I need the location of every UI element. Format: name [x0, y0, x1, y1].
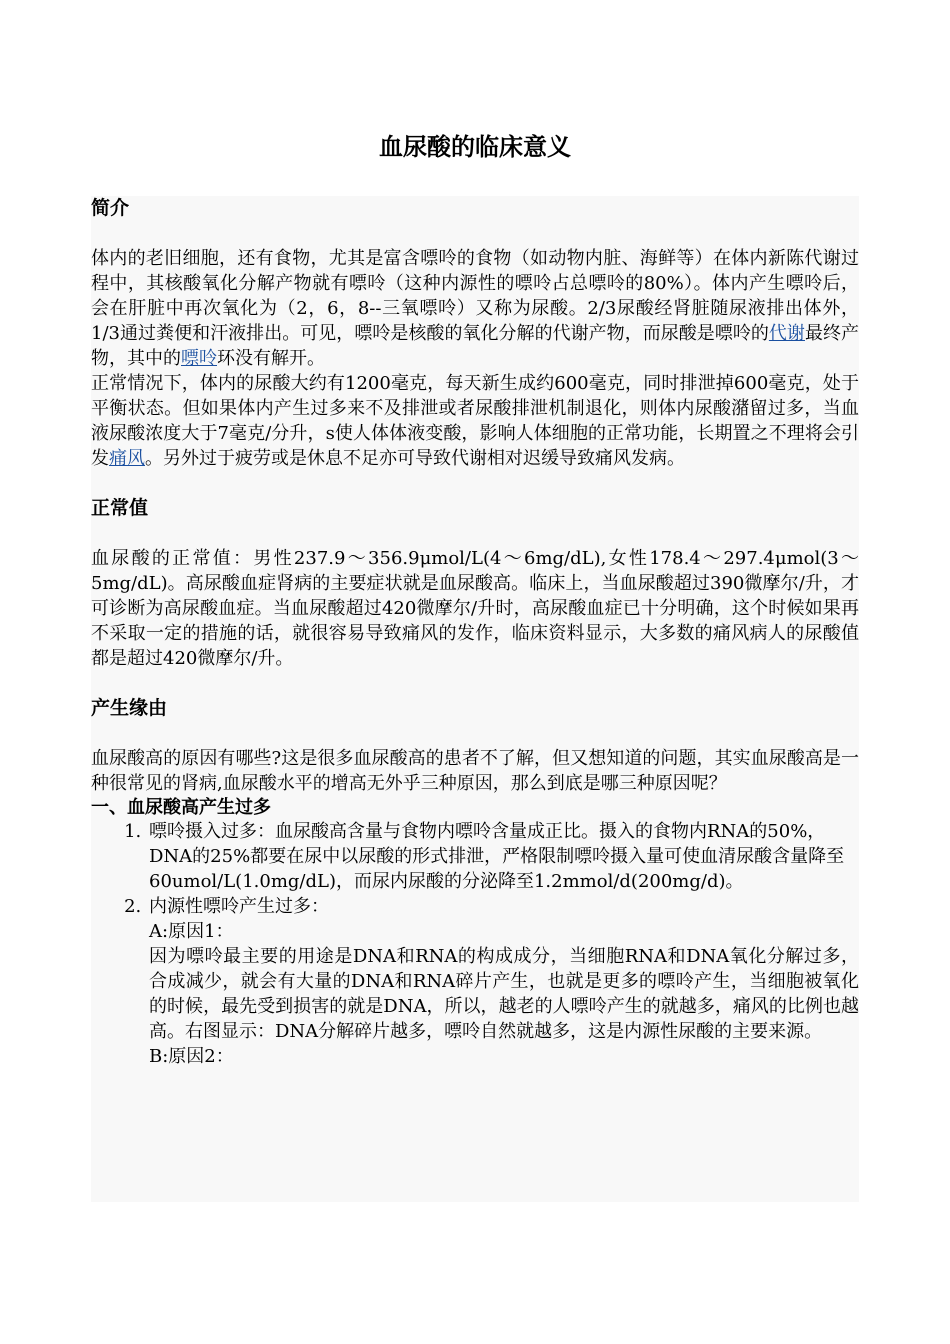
page-title: 血尿酸的临床意义 — [379, 133, 571, 161]
cause-paragraph: 血尿酸高的原因有哪些?这是很多血尿酸高的患者不了解，但又想知道的问题，其实血尿酸高是一种很常见的肾病,血尿酸水平的增高无外乎三种原因，那么到底是哪三种原因呢？ — [91, 748, 859, 794]
reason-b-label: B:原因2： — [149, 1046, 234, 1067]
intro-paragraph-2: 正常情况下，体内的尿酸大约有1200毫克，每天新生成约600毫克，同时排泄掉600毫克，处于平衡状态。但如果体内产生过多来不及排泄或者尿酸排泄机制退化，则体内尿酸潴留过多，当血液尿酸浓度大于7毫克/分升，s使人体体液变酸，影响人体细胞的正常功能，长期置之不理将会引发痛风。另外过于疲劳或是休息不足亦可导致代谢相对迟缓导致痛风发病。 — [91, 373, 859, 469]
section-heading-intro: 简介 — [91, 197, 130, 219]
reason-a-label: A:原因1： — [149, 921, 234, 942]
purine-link[interactable]: 嘌呤 — [181, 348, 217, 369]
reason-a-text: 因为嘌呤最主要的用途是DNA和RNA的构成成分，当细胞RNA和DNA氧化分解过多，合成减少，就会有大量的DNA和RNA碎片产生，也就是更多的嘌呤产生，当细胞被氧化的时候，最先受到损害的就是DNA，所以，越老的人嘌呤产生的就越多，痛风的比例也越高。右图显示：DNA分解碎片越多，嘌呤自然就越多，这是内源性尿酸的主要来源。 — [149, 946, 859, 1042]
intro-paragraph-1: 体内的老旧细胞，还有食物，尤其是富含嘌呤的食物（如动物内脏、海鲜等）在体内新陈代谢过程中，其核酸氧化分解产物就有嘌呤（这种内源性的嘌呤占总嘌呤的80%）。体内产生嘌呤后，会在肝脏中再次氧化为（2，6，8--三氧嘌呤）又称为尿酸。2/3尿酸经肾脏随尿液排出体外，1/3通过粪便和汗液排出。可见，嘌呤是核酸的氧化分解的代谢产物，而尿酸是嘌呤的代谢最终产物，其中的嘌呤环没有解开。 — [91, 248, 859, 369]
gout-link[interactable]: 痛风 — [109, 448, 145, 469]
metabolism-link[interactable]: 代谢 — [768, 323, 805, 344]
list-item: 2. 内源性嘌呤产生过多： A:原因1： 因为嘌呤最主要的用途是DNA和RNA的构成成分，当细胞RNA和DNA氧化分解过多，合成减少，就会有大量的DNA和RNA碎片产生，也就是更多的嘌呤产生，当细胞被氧化的时候，最先受到损害的就是DNA，所以，越老的人嘌呤产生的就越多，痛风的比例也越高。右图显示：DNA分解碎片越多，嘌呤自然就越多，这是内源性尿酸的主要来源。 B:原因2： — [147, 894, 859, 1069]
section-heading-normal: 正常值 — [91, 497, 149, 519]
article-body — [91, 196, 859, 1202]
list-item: 1. 嘌呤摄入过多：血尿酸高含量与食物内嘌呤含量成正比。摄入的食物内RNA的50%，DNA的25%都要在尿中以尿酸的形式排泄，严格限制嘌呤摄入量可使血清尿酸含量降至60umol/L(1.0mg/dL)，而尿内尿酸的分泌降至1.2mmol/d(200mg/d)。 — [147, 819, 859, 894]
normal-paragraph: 血尿酸的正常值：男性237.9～356.9μmol/L(4～6mg/dL),女性178.4～297.4μmol(3～5mg/dL)。高尿酸血症肾病的主要症状就是血尿酸高。临床上，当血尿酸超过390微摩尔/升，才可诊断为高尿酸血症。当血尿酸超过420微摩尔/升时，高尿酸血症已十分明确，这个时候如果再不采取一定的措施的话，就很容易导致痛风的发作，临床资料显示，大多数的痛风病人的尿酸值都是超过420微摩尔/升。 — [91, 548, 859, 669]
subheading-excess-production: 一、血尿酸高产生过多 — [91, 797, 271, 818]
section-heading-cause: 产生缘由 — [91, 697, 168, 719]
cause-list — [91, 819, 859, 1069]
